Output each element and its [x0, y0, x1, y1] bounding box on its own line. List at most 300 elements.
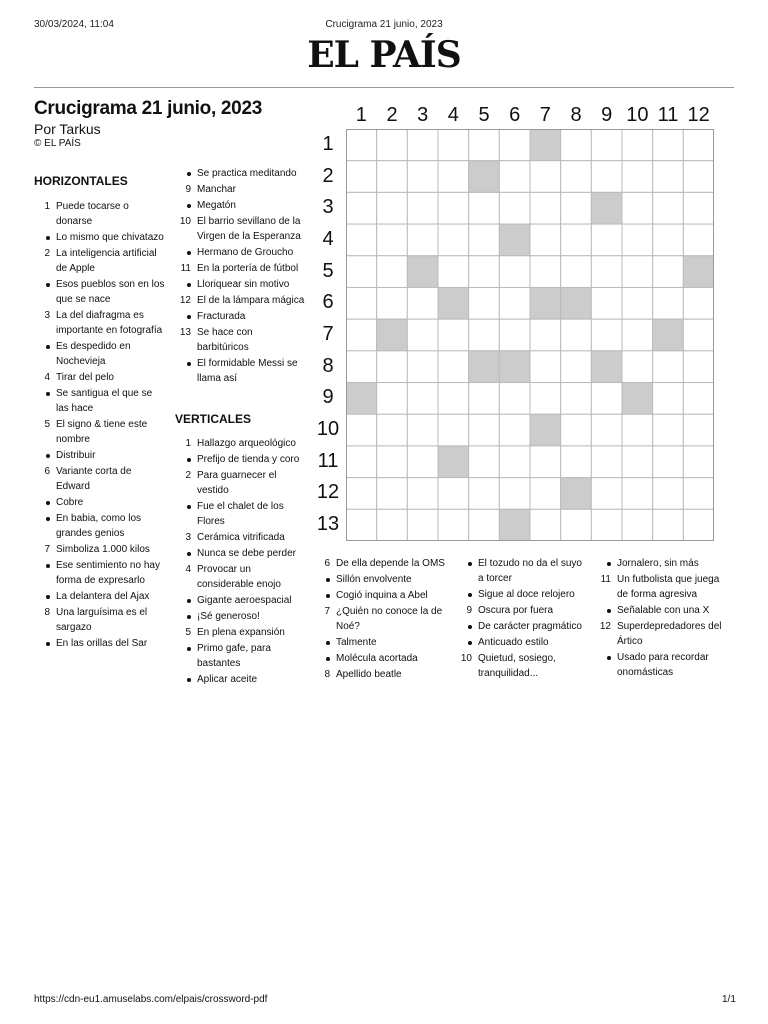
clue-text: Se santigua el que se las hace	[56, 388, 153, 414]
grid-cell	[683, 161, 714, 193]
clue-text: De ella depende la OMS	[336, 558, 445, 569]
clue-number: 7	[324, 606, 330, 617]
clue-column-6	[597, 556, 733, 681]
clue-text: Apellido beatle	[336, 669, 402, 680]
clue-text: En plena expansión	[197, 627, 285, 638]
grid-col-number: 9	[601, 104, 613, 126]
grid-cell	[407, 351, 438, 383]
grid-col-number: 12	[687, 104, 710, 126]
grid-cell	[653, 509, 684, 541]
grid-cell	[622, 129, 653, 161]
grid-col-number: 3	[417, 104, 429, 126]
clue-number: 3	[185, 532, 191, 543]
clue-text: Superdepredadores del Ártico	[617, 621, 722, 647]
grid-cell	[622, 319, 653, 351]
clue-text: Lloriquear sin motivo	[197, 279, 290, 290]
clue-item	[34, 230, 167, 245]
bullet-icon	[34, 277, 56, 307]
clue-item	[316, 651, 448, 666]
clue-text: Prefijo de tienda y coro	[197, 454, 300, 465]
grid-cell	[653, 129, 684, 161]
grid-cell	[407, 509, 438, 541]
grid-cell	[438, 351, 469, 383]
clue-item	[175, 672, 307, 687]
clue-item	[458, 651, 590, 681]
clue-number: 2	[185, 470, 191, 481]
clue-text: Hermano de Groucho	[197, 247, 294, 258]
bullet-icon	[175, 499, 197, 529]
clue-text: Cogió inquina a Abel	[336, 590, 428, 601]
clue-item	[34, 246, 167, 276]
clue-number: 9	[466, 605, 472, 616]
grid-cell	[499, 287, 530, 319]
grid-cell	[561, 161, 592, 193]
grid-cell	[377, 129, 408, 161]
bullet-icon	[175, 546, 197, 561]
grid-cell	[499, 192, 530, 224]
grid-cell-blocked	[591, 192, 622, 224]
grid-cell	[622, 478, 653, 510]
grid-cell-blocked	[591, 351, 622, 383]
grid-cell	[377, 446, 408, 478]
clue-item	[175, 261, 307, 276]
grid-cell	[653, 161, 684, 193]
grid-cell	[346, 287, 377, 319]
grid-cell	[591, 478, 622, 510]
grid-cell	[622, 446, 653, 478]
clue-item	[34, 308, 167, 338]
puzzle-title: Crucigrama 21 junio, 2023	[34, 98, 262, 119]
grid-cell-blocked	[499, 509, 530, 541]
puzzle-author: Por Tarkus	[34, 121, 101, 137]
bullet-icon	[34, 230, 56, 245]
clue-text: ¡Sé generoso!	[197, 611, 260, 622]
clue-text: Un futbolista que juega de forma agresiva	[617, 574, 720, 600]
grid-cell	[377, 161, 408, 193]
grid-cell	[561, 192, 592, 224]
grid-cell	[499, 446, 530, 478]
clue-item	[597, 572, 733, 602]
grid-cell	[561, 509, 592, 541]
clue-item	[175, 593, 307, 608]
clue-text: La del diafragma es importante en fotografía	[56, 310, 163, 336]
grid-cell	[346, 478, 377, 510]
clue-text: Hallazgo arqueológico	[197, 438, 296, 449]
grid-cell-blocked	[377, 319, 408, 351]
grid-cell	[653, 224, 684, 256]
grid-row-number: 2	[322, 164, 334, 187]
bullet-icon	[316, 651, 336, 666]
clue-item	[597, 556, 733, 571]
clue-text: Es despedido en Nochevieja	[56, 341, 131, 367]
clue-number: 4	[185, 564, 191, 575]
clue-number: 1	[44, 201, 50, 212]
grid-cell	[499, 129, 530, 161]
clue-number: 4	[44, 372, 50, 383]
clue-text: De carácter pragmático	[478, 621, 582, 632]
bullet-icon	[597, 603, 617, 618]
clue-number: 8	[324, 669, 330, 680]
clue-item	[34, 542, 167, 557]
clue-column-1	[34, 199, 167, 652]
grid-cell	[622, 192, 653, 224]
bullet-icon	[34, 589, 56, 604]
grid-cell-blocked	[683, 256, 714, 288]
clue-text: Nunca se debe perder	[197, 548, 296, 559]
clue-item	[597, 619, 733, 649]
grid-cell	[561, 446, 592, 478]
grid-cell-blocked	[499, 351, 530, 383]
grid-cell	[438, 161, 469, 193]
print-datetime: 30/03/2024, 11:04	[34, 19, 114, 30]
grid-cell	[377, 509, 408, 541]
grid-cell	[469, 414, 500, 446]
grid-cell	[469, 509, 500, 541]
grid-cell	[438, 414, 469, 446]
clue-item	[175, 277, 307, 292]
grid-cell	[591, 446, 622, 478]
clue-item	[175, 546, 307, 561]
bullet-icon	[175, 452, 197, 467]
clue-item	[175, 166, 307, 181]
bullet-icon	[34, 558, 56, 588]
clue-text: Megatón	[197, 200, 236, 211]
grid-cell	[530, 319, 561, 351]
grid-col-number: 11	[657, 104, 679, 126]
grid-cell	[377, 224, 408, 256]
grid-cell	[653, 446, 684, 478]
grid-row-number: 10	[316, 418, 340, 441]
clue-text: Quietud, sosiego, tranquilidad...	[478, 653, 556, 679]
grid-cell	[561, 129, 592, 161]
clue-number: 11	[600, 574, 611, 585]
clue-item	[34, 636, 167, 651]
clue-number: 12	[599, 621, 611, 632]
clue-text: Fue el chalet de los Flores	[197, 501, 284, 527]
grid-cell	[683, 192, 714, 224]
grid-cell	[591, 383, 622, 415]
clue-item	[597, 650, 733, 680]
bullet-icon	[34, 495, 56, 510]
grid-cell	[499, 478, 530, 510]
clue-item	[34, 605, 167, 635]
grid-cell	[683, 478, 714, 510]
clue-text: El signo & tiene este nombre	[56, 419, 148, 445]
grid-cell	[683, 287, 714, 319]
clue-text: Variante corta de Edward	[56, 466, 132, 492]
bullet-icon	[34, 636, 56, 651]
grid-cell	[591, 161, 622, 193]
grid-cell	[377, 287, 408, 319]
clue-item	[316, 667, 448, 682]
grid-cell	[653, 414, 684, 446]
grid-col-number: 8	[570, 104, 582, 126]
clue-item	[458, 619, 590, 634]
bullet-icon	[175, 593, 197, 608]
clue-text: El formidable Messi se llama así	[197, 358, 298, 384]
grid-cell	[530, 161, 561, 193]
grid-cell	[683, 414, 714, 446]
clue-column-5	[458, 556, 590, 682]
grid-cell	[561, 383, 592, 415]
grid-cell-blocked	[530, 287, 561, 319]
clue-number: 5	[185, 627, 191, 638]
clue-item	[175, 309, 307, 324]
clue-item	[175, 356, 307, 386]
grid-cell	[346, 414, 377, 446]
grid-cell	[591, 319, 622, 351]
clue-item	[34, 339, 167, 369]
grid-cell	[653, 192, 684, 224]
clue-text: Esos pueblos son en los que se nace	[56, 279, 165, 305]
clue-text: Oscura por fuera	[478, 605, 554, 616]
grid-row-number: 7	[322, 323, 334, 345]
grid-col-number: 10	[626, 104, 649, 126]
clue-item	[34, 199, 167, 229]
clue-item	[175, 562, 307, 592]
grid-cell	[561, 351, 592, 383]
grid-cell	[683, 319, 714, 351]
bullet-icon	[175, 672, 197, 687]
grid-cell-blocked	[469, 161, 500, 193]
bullet-icon	[316, 572, 336, 587]
clue-item	[175, 530, 307, 545]
grid-cell	[377, 351, 408, 383]
clue-text: Fracturada	[197, 311, 246, 322]
grid-cell	[469, 192, 500, 224]
grid-col-number: 1	[355, 104, 367, 126]
grid-row-number: 8	[322, 354, 334, 377]
clue-text: Anticuado estilo	[478, 637, 549, 648]
grid-cell	[683, 129, 714, 161]
grid-cell	[346, 446, 377, 478]
grid-cell	[438, 129, 469, 161]
grid-cell	[377, 256, 408, 288]
clue-item	[175, 436, 307, 451]
bullet-icon	[597, 556, 617, 571]
grid-cell	[561, 319, 592, 351]
clue-number: 5	[44, 419, 50, 430]
grid-cell	[622, 287, 653, 319]
grid-cell	[407, 446, 438, 478]
grid-cell-blocked	[499, 224, 530, 256]
clue-item	[175, 499, 307, 529]
vertical-heading: VERTICALES	[175, 412, 252, 426]
grid-cell	[622, 414, 653, 446]
grid-cell	[377, 478, 408, 510]
grid-cell	[530, 192, 561, 224]
clue-text: Sigue al doce relojero	[478, 589, 575, 600]
grid-cell	[346, 256, 377, 288]
clue-item	[458, 587, 590, 602]
bullet-icon	[175, 609, 197, 624]
grid-cell-blocked	[438, 287, 469, 319]
clue-number: 12	[179, 295, 191, 306]
clue-text: Tirar del pelo	[56, 372, 114, 383]
clue-item	[34, 448, 167, 463]
grid-cell-blocked	[530, 129, 561, 161]
grid-cell	[438, 256, 469, 288]
bullet-icon	[175, 277, 197, 292]
bullet-icon	[316, 588, 336, 603]
clue-item	[34, 558, 167, 588]
clue-text: Sillón envolvente	[336, 574, 412, 585]
clue-text: Señalable con una X	[617, 605, 710, 616]
bullet-icon	[175, 198, 197, 213]
clue-number: 13	[179, 327, 191, 338]
grid-row-number: 4	[322, 227, 334, 250]
clue-number: 1	[185, 438, 191, 449]
bullet-icon	[175, 309, 197, 324]
clue-text: El barrio sevillano de la Virgen de la Esperanza	[197, 216, 301, 242]
grid-cell	[469, 224, 500, 256]
grid-cell	[653, 351, 684, 383]
clue-item	[458, 556, 590, 586]
grid-cell-blocked	[346, 383, 377, 415]
bullet-icon	[175, 641, 197, 671]
grid-cell	[530, 509, 561, 541]
grid-cell	[653, 256, 684, 288]
clue-item	[34, 464, 167, 494]
clue-item	[316, 588, 448, 603]
el-pais-logo: EL PAÍS	[307, 34, 461, 76]
grid-col-number: 6	[509, 104, 521, 126]
grid-cell	[653, 383, 684, 415]
grid-col-number: 4	[447, 104, 459, 126]
header-divider	[34, 87, 734, 88]
grid-cell	[377, 383, 408, 415]
grid-cell	[530, 351, 561, 383]
puzzle-copyright: © EL PAÍS	[34, 138, 81, 149]
grid-row-number: 9	[322, 386, 334, 409]
clue-text: La inteligencia artificial de Apple	[56, 248, 157, 274]
grid-cell	[407, 129, 438, 161]
clue-number: 11	[180, 263, 191, 274]
clue-item	[34, 386, 167, 416]
grid-cell-blocked	[530, 414, 561, 446]
clue-number: 10	[179, 216, 191, 227]
bullet-icon	[175, 166, 197, 181]
clue-item	[458, 635, 590, 650]
grid-cell	[438, 224, 469, 256]
print-doc-title: Crucigrama 21 junio, 2023	[325, 19, 443, 30]
clue-number: 2	[44, 248, 50, 259]
grid-row-number: 5	[322, 259, 334, 282]
clue-item	[175, 625, 307, 640]
clue-text: Provocar un considerable enojo	[197, 564, 281, 590]
clue-number: 7	[44, 544, 50, 555]
grid-cell	[377, 414, 408, 446]
grid-cell	[469, 478, 500, 510]
clue-column-4	[316, 556, 448, 683]
grid-cell	[499, 414, 530, 446]
grid-cell	[407, 478, 438, 510]
grid-cell	[530, 256, 561, 288]
grid-cell	[346, 161, 377, 193]
grid-cell	[499, 383, 530, 415]
clue-item	[458, 603, 590, 618]
clue-item	[34, 495, 167, 510]
grid-cell	[469, 129, 500, 161]
grid-cell	[683, 224, 714, 256]
grid-cell	[622, 161, 653, 193]
grid-cell	[622, 509, 653, 541]
grid-cell	[438, 509, 469, 541]
grid-cell	[653, 287, 684, 319]
clue-text: En la portería de fútbol	[197, 263, 299, 274]
grid-row-number: 12	[316, 481, 340, 504]
grid-cell	[683, 509, 714, 541]
horizontal-heading: HORIZONTALES	[34, 174, 128, 188]
grid-cell	[591, 129, 622, 161]
clue-item	[175, 293, 307, 308]
clue-item	[34, 417, 167, 447]
bullet-icon	[458, 635, 478, 650]
clue-item	[316, 572, 448, 587]
clue-text: El de la lámpara mágica	[197, 295, 305, 306]
clue-text: Distribuir	[56, 450, 96, 461]
footer-url: https://cdn-eu1.amuselabs.com/elpais/crossword-pdf	[34, 994, 268, 1005]
clue-text: Puede tocarse o donarse	[56, 201, 129, 227]
grid-cell	[499, 161, 530, 193]
clue-text: Primo gafe, para bastantes	[197, 643, 271, 669]
grid-cell	[469, 287, 500, 319]
grid-cell	[438, 478, 469, 510]
bullet-icon	[458, 587, 478, 602]
grid-cell	[591, 256, 622, 288]
grid-cell	[591, 287, 622, 319]
clue-number: 6	[44, 466, 50, 477]
clue-item	[175, 452, 307, 467]
grid-cell-blocked	[561, 478, 592, 510]
grid-row-number: 6	[322, 291, 334, 314]
grid-row-number: 13	[316, 513, 340, 536]
clue-text: Simboliza 1.000 kilos	[56, 544, 150, 555]
clue-text: El tozudo no da el suyo a torcer	[478, 558, 582, 584]
clue-text: Usado para recordar onomásticas	[617, 652, 709, 678]
bullet-icon	[175, 356, 197, 386]
crossword-grid	[346, 129, 714, 541]
grid-cell	[377, 192, 408, 224]
grid-row-number: 3	[322, 196, 334, 219]
grid-col-number: 2	[386, 104, 398, 126]
grid-col-number: 7	[539, 104, 551, 126]
clue-item	[175, 468, 307, 498]
grid-cell	[407, 319, 438, 351]
grid-cell	[346, 509, 377, 541]
clue-text: Cobre	[56, 497, 84, 508]
clue-text: Una larguísima es el sargazo	[56, 607, 148, 633]
grid-cell	[407, 383, 438, 415]
clue-text: Lo mismo que chivatazo	[56, 232, 164, 243]
grid-cell	[438, 192, 469, 224]
grid-cell	[469, 383, 500, 415]
clue-text: Manchar	[197, 184, 236, 195]
grid-cell	[407, 414, 438, 446]
grid-cell-blocked	[622, 383, 653, 415]
clue-item	[34, 277, 167, 307]
clue-item	[175, 182, 307, 197]
grid-cell	[438, 383, 469, 415]
clue-item	[175, 214, 307, 244]
clue-column-3	[175, 436, 307, 688]
grid-cell-blocked	[653, 319, 684, 351]
grid-cell	[530, 478, 561, 510]
grid-cell	[561, 256, 592, 288]
grid-cell-blocked	[407, 256, 438, 288]
grid-cell	[346, 351, 377, 383]
clue-item	[175, 641, 307, 671]
